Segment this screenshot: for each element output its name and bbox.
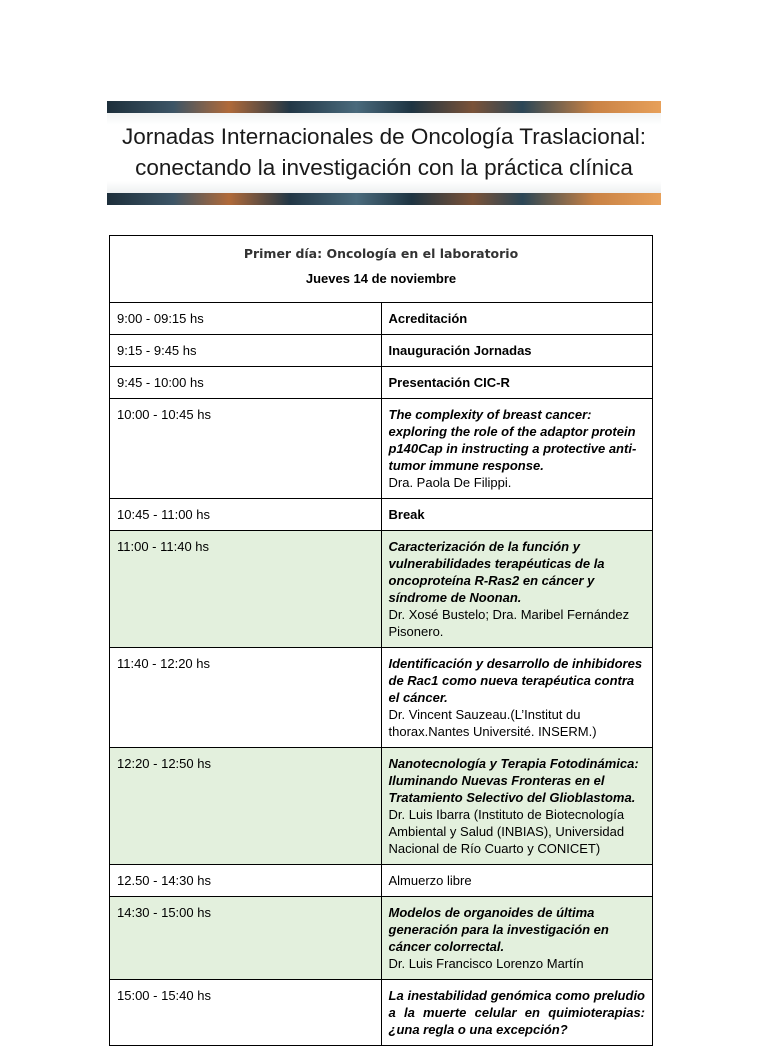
- session-cell: [381, 897, 653, 980]
- time-cell: 9:15 - 9:45 hs: [110, 335, 382, 367]
- table-row: [110, 499, 653, 531]
- session-title: Acreditación: [388, 311, 468, 326]
- session-title: Inauguración Jornadas: [388, 343, 532, 358]
- session-title: Identificación y desarrollo de inhibidores de Rac1 como nueva terapéutica contra el cáncer.: [388, 656, 643, 705]
- session-cell: [381, 499, 653, 531]
- session-speaker: Dr. Luis Francisco Lorenzo Martín: [388, 956, 584, 971]
- session-cell: [381, 748, 653, 865]
- session-speaker: Dr. Vincent Sauzeau.(L’Institut du thorax.Nantes Université. INSERM.): [388, 707, 597, 739]
- session-speaker: Dra. Paola De Filippi.: [388, 475, 512, 490]
- table-row: [110, 748, 653, 865]
- banner-image-strip-top: [107, 101, 661, 113]
- session-cell: [381, 980, 653, 1046]
- time-cell: 10:00 - 10:45 hs: [110, 399, 382, 499]
- session-title: La inestabilidad genómica como preludio a la muerte celular en quimioterapias: ¿una regla o una excepción?: [388, 988, 645, 1037]
- session-cell: [381, 335, 653, 367]
- session-cell: [381, 648, 653, 748]
- session-title: Caracterización de la función y vulnerabilidades terapéuticas de la oncoproteína R-Ras2 en cáncer y síndrome de Noonan.: [388, 539, 605, 605]
- time-cell: 12.50 - 14:30 hs: [110, 865, 382, 897]
- time-cell: 14:30 - 15:00 hs: [110, 897, 382, 980]
- event-title: [107, 121, 661, 183]
- day-header-cell: [110, 236, 653, 303]
- session-title: Presentación CIC-R: [388, 375, 510, 390]
- session-cell: [381, 865, 653, 897]
- table-row: [110, 367, 653, 399]
- time-cell: 10:45 - 11:00 hs: [110, 499, 382, 531]
- table-row: [110, 335, 653, 367]
- table-row: [110, 303, 653, 335]
- session-cell: [381, 303, 653, 335]
- table-row: [110, 865, 653, 897]
- session-title: Break: [388, 507, 425, 522]
- time-cell: 9:00 - 09:15 hs: [110, 303, 382, 335]
- session-title: Almuerzo libre: [388, 873, 472, 888]
- table-row: [110, 399, 653, 499]
- day-title: Primer día: Oncología en el laboratorio: [243, 246, 519, 261]
- event-title-line1: Jornadas Internacionales de Oncología Traslacional:: [121, 124, 647, 149]
- header-banner: [107, 101, 661, 205]
- session-speaker: Dr. Xosé Bustelo; Dra. Maribel Fernández Pisonero.: [388, 607, 630, 639]
- time-cell: 11:40 - 12:20 hs: [110, 648, 382, 748]
- banner-image-strip-bottom: [107, 193, 661, 205]
- table-row: [110, 531, 653, 648]
- session-cell: [381, 531, 653, 648]
- day-date: Jueves 14 de noviembre: [305, 271, 457, 286]
- session-title: The complexity of breast cancer: exploring the role of the adaptor protein p140Cap in instructing a protective anti-tumor immune response.: [388, 407, 637, 473]
- time-cell: 11:00 - 11:40 hs: [110, 531, 382, 648]
- session-title: Nanotecnología y Terapia Fotodinámica: Iluminando Nuevas Fronteras en el Tratamiento Selectivo del Glioblastoma.: [388, 756, 639, 805]
- table-row: [110, 648, 653, 748]
- time-cell: 12:20 - 12:50 hs: [110, 748, 382, 865]
- day-header-row: [110, 236, 653, 303]
- time-cell: 9:45 - 10:00 hs: [110, 367, 382, 399]
- table-row: [110, 897, 653, 980]
- session-title: Modelos de organoides de última generación para la investigación en cáncer colorrectal.: [388, 905, 609, 954]
- table-row: [110, 980, 653, 1046]
- session-cell: [381, 399, 653, 499]
- event-title-line2: conectando la investigación con la práctica clínica: [135, 155, 633, 180]
- session-speaker: Dr. Luis Ibarra (Instituto de Biotecnología Ambiental y Salud (INBIAS), Universidad Nacional de Río Cuarto y CONICET): [388, 807, 625, 856]
- agenda-table: [109, 235, 653, 1046]
- time-cell: 15:00 - 15:40 hs: [110, 980, 382, 1046]
- session-cell: [381, 367, 653, 399]
